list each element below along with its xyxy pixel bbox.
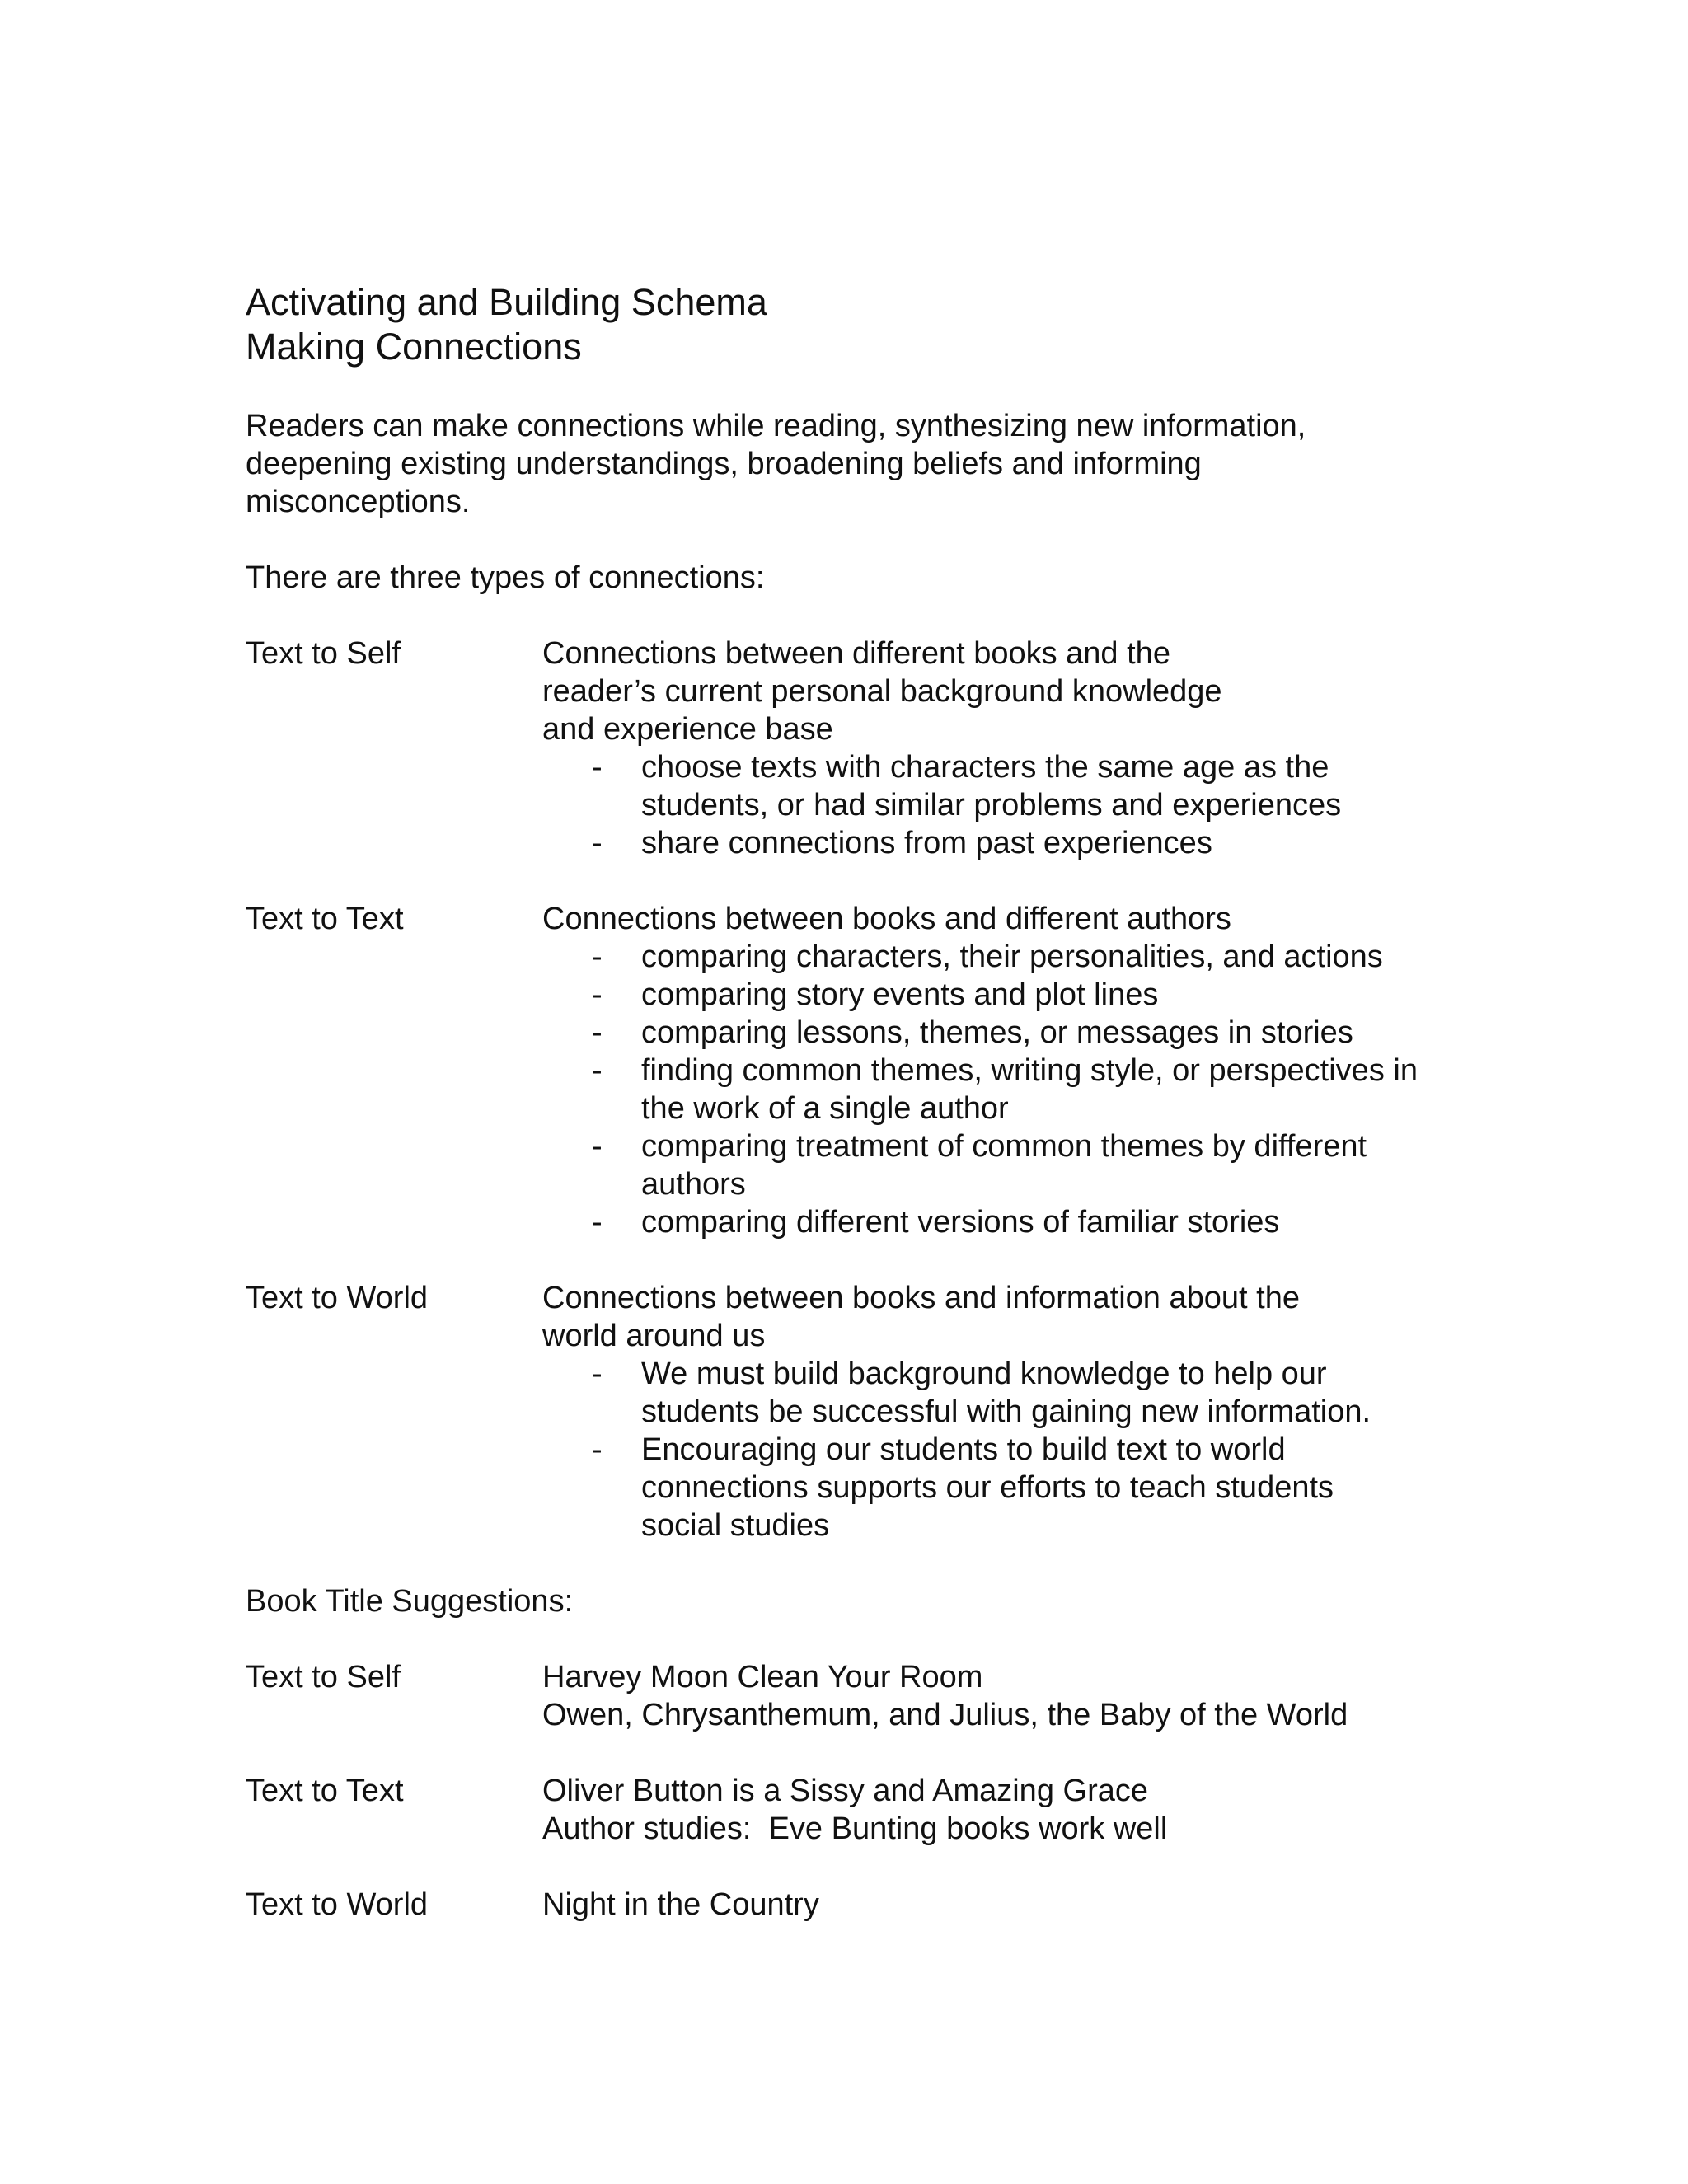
bullet-item: - comparing different versions of familiar stories <box>592 1203 1449 1241</box>
connection-body <box>542 1279 1449 1544</box>
bullet-item: - comparing characters, their personalities, and actions <box>592 938 1449 976</box>
suggestion-label: Text to Self <box>246 1660 401 1694</box>
bullet-item: - comparing lessons, themes, or messages in stories <box>592 1014 1449 1052</box>
document-page <box>246 280 1449 1924</box>
bullet-item: - Encouraging our students to build text to world connections supports our efforts to teach students social studies <box>592 1431 1383 1544</box>
connection-description: Connections between books and different authors <box>542 902 1231 936</box>
suggestion-label: Text to Text <box>246 1774 404 1808</box>
bullet-item: - choose texts with characters the same age as the students, or had similar problems and experiences <box>592 748 1432 824</box>
bullet-item: - finding common themes, writing style, or perspectives in the work of a single author <box>592 1052 1432 1127</box>
connection-text-to-text <box>246 900 1449 1241</box>
bullet-item: - share connections from past experiences <box>592 824 1449 862</box>
book-title: Oliver Button is a Sissy and Amazing Grace <box>542 1774 1148 1808</box>
connection-description: Connections between books and information about the world around us <box>542 1281 1300 1353</box>
connection-label: Text to Text <box>246 902 404 936</box>
connection-text-to-self <box>246 635 1449 862</box>
book-title: Night in the Country <box>542 1887 819 1922</box>
intro-paragraph: Readers can make connections while reading, synthesizing new information, deepening existing understandings, broadening beliefs and informing misconceptions. <box>246 409 1306 519</box>
suggestion-text-to-world <box>246 1886 1449 1924</box>
types-heading: There are three types of connections: <box>246 560 765 595</box>
suggestion-text-to-text <box>246 1772 1449 1848</box>
connection-description: Connections between different books and the reader’s current personal background knowledge and experience base <box>542 636 1222 747</box>
book-title: Owen, Chrysanthemum, and Julius, the Baby of the World <box>542 1698 1348 1732</box>
bullet-item: - comparing story events and plot lines <box>592 976 1449 1014</box>
suggestion-text-to-self <box>246 1658 1449 1734</box>
suggestions-heading: Book Title Suggestions: <box>246 1584 574 1619</box>
connection-label: Text to Self <box>246 636 401 671</box>
book-title: Author studies: Eve Bunting books work well <box>542 1811 1168 1846</box>
page-subtitle: Making Connections <box>246 326 582 368</box>
suggestion-label: Text to World <box>246 1887 429 1922</box>
book-title: Harvey Moon Clean Your Room <box>542 1660 983 1694</box>
connection-body <box>542 635 1449 862</box>
suggestion-titles <box>542 1886 1449 1924</box>
connection-body <box>542 900 1449 1241</box>
suggestion-titles <box>542 1658 1449 1734</box>
suggestion-titles <box>542 1772 1449 1848</box>
connection-bullets <box>542 1355 1449 1544</box>
connection-bullets <box>542 938 1449 1241</box>
bullet-item: - comparing treatment of common themes by different authors <box>592 1127 1432 1203</box>
bullet-item: - We must build background knowledge to help our students be successful with gaining new information. <box>592 1355 1432 1431</box>
connection-text-to-world <box>246 1279 1449 1544</box>
connection-label: Text to World <box>246 1281 429 1315</box>
page-title: Activating and Building Schema <box>246 281 767 323</box>
connection-bullets <box>542 748 1449 862</box>
